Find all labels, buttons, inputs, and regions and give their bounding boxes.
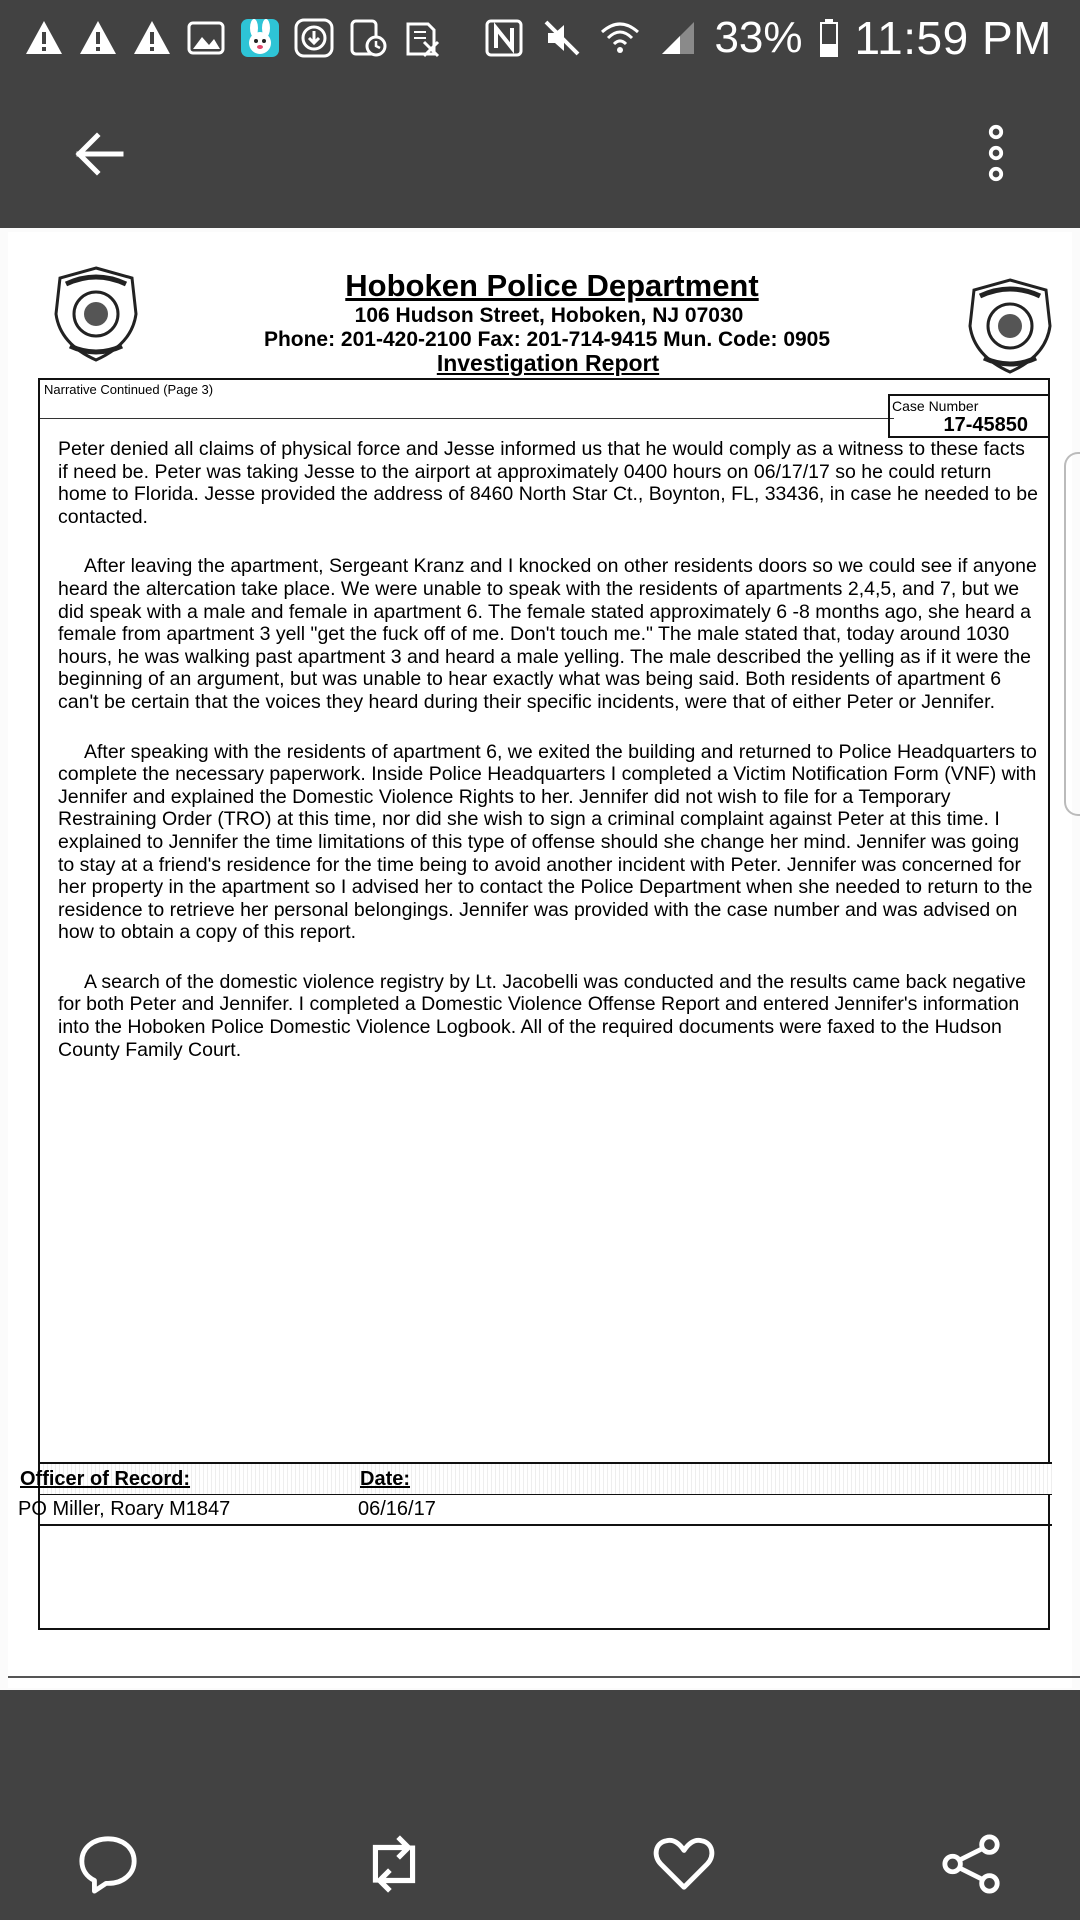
officer-name: PO Miller, Roary M1847	[18, 1498, 231, 1520]
alert-icon	[76, 16, 120, 60]
narrative-paragraph: After speaking with the residents of apartment 6, we exited the building and returned to Police Headquarters to complete the necessary paperwork. Inside Police Headquarters I completed a Victim Notification Form (VNF) with Jennifer and explained the Domestic Violence Rights to her. Jennifer did not wish to file for a Temporary Restraining Order (TRO) at this time, nor did she wish to sign a criminal complaint against Peter at this time. I explained to Jennifer the time limitations of this type of offense should she change her mind. Jennifer was going to stay at a friend's residence for the time being to avoid another incident with Peter. Jennifer was concerned for her property in the apartment so I advised her to contact the Police Department when she needed to return to the residence to retrieve her personal belongings. Jennifer was provided with the case number and was advised on how to obtain a copy of this report.	[58, 740, 1037, 944]
comment-icon	[77, 1833, 139, 1895]
narrative-label: Narrative Continued (Page 3)	[44, 382, 214, 397]
narrative-paragraph: Peter denied all claims of physical force and Jesse informed us that he would comply as a witness to these facts if need be. Peter was taking Jesse to the airport at approximately 0400 hours on 06/17/17 so he could return home to Florida. Jesse provided the address of 8460 North Star Ct., Boynton, FL, 33436, in case he needed to be contacted.	[58, 438, 1038, 528]
document-image[interactable]	[0, 228, 1080, 1690]
heart-icon	[653, 1833, 715, 1895]
form-divider	[40, 418, 894, 419]
system-status	[482, 10, 1052, 66]
page-bottom-rule	[8, 1676, 1080, 1678]
scroll-handle[interactable]	[1064, 452, 1080, 816]
date-label: Date:	[360, 1468, 411, 1490]
more-options-button[interactable]	[956, 113, 1036, 193]
share-button[interactable]	[936, 1828, 1008, 1900]
bunny-app-icon	[238, 16, 282, 60]
notification-icons	[22, 14, 444, 62]
like-button[interactable]	[648, 1828, 720, 1900]
narrative-form	[18, 378, 1050, 1630]
department-address: 106 Hudson Street, Hoboken, NJ 07030	[354, 304, 744, 327]
signature-value-row	[18, 1492, 1052, 1526]
narrative-paragraph: After leaving the apartment, Sergeant Kranz and I knocked on other residents doors so we could see if anyone heard the altercation take place. We were unable to speak with the residents of apartments 2,4,5, and 7, but we did speak with a male and female in apartment 6. The female stated approximately 6 -8 months ago, she heard a female from apartment 3 yell "get the fuck off of me. Don't touch me." The male stated that, today around 1030 hours, he was walking past apartment 3 and heard a male yelling. The male described the yelling as if it were the beginning of an argument, but was unable to hear exactly what was being said. Both residents of apartment 6 can't be certain that the voices they heard during their specific incidents, were that of either Peter or Jennifer.	[58, 555, 1037, 713]
department-phone: Phone: 201-420-2100 Fax: 201-714-9415 Mun. Code: 0905	[263, 328, 831, 351]
image-icon	[184, 16, 228, 60]
retweet-icon	[361, 1831, 427, 1897]
clock: 11:59 PM	[854, 12, 1052, 64]
case-number: 17-45850	[943, 414, 1028, 436]
signature-header-row	[20, 1462, 1052, 1495]
department-title: Hoboken Police Department	[345, 268, 759, 303]
case-number-label: Case Number	[892, 398, 979, 414]
arrow-left-icon	[69, 124, 129, 184]
no-sim-icon	[400, 16, 444, 60]
alert-icon	[130, 16, 174, 60]
share-icon	[941, 1833, 1003, 1895]
signal-icon	[656, 16, 700, 60]
case-number-box	[888, 394, 1048, 438]
battery-percent: 33%	[714, 13, 803, 62]
report-date: 06/16/17	[358, 1498, 436, 1520]
more-vert-icon	[981, 118, 1011, 188]
police-seal-icon	[966, 276, 1054, 376]
report-title: Investigation Report	[436, 350, 660, 376]
back-button[interactable]	[62, 117, 136, 191]
wifi-icon	[598, 16, 642, 60]
status-bar	[0, 0, 1080, 75]
nfc-icon	[482, 16, 526, 60]
tweet-action-bar	[0, 1690, 1080, 1920]
reply-button[interactable]	[72, 1828, 144, 1900]
narrative-text	[58, 438, 1038, 1088]
narrative-paragraph: A search of the domestic violence registry by Lt. Jacobelli was conducted and the results came back negative for both Peter and Jennifer. I completed a Domestic Violence Offense Report and entered Jennifer's information into the Hoboken Police Domestic Violence Logbook. All of the required documents were faxed to the Hudson County Family Court.	[58, 970, 1026, 1061]
screenshot-icon	[346, 16, 390, 60]
mute-icon	[540, 16, 584, 60]
top-toolbar	[0, 75, 1080, 228]
report-page	[8, 232, 1072, 1688]
retweet-button[interactable]	[358, 1828, 430, 1900]
download-icon	[292, 16, 336, 60]
battery-icon	[817, 16, 841, 60]
alert-icon	[22, 16, 66, 60]
officer-label: Officer of Record:	[20, 1468, 191, 1490]
